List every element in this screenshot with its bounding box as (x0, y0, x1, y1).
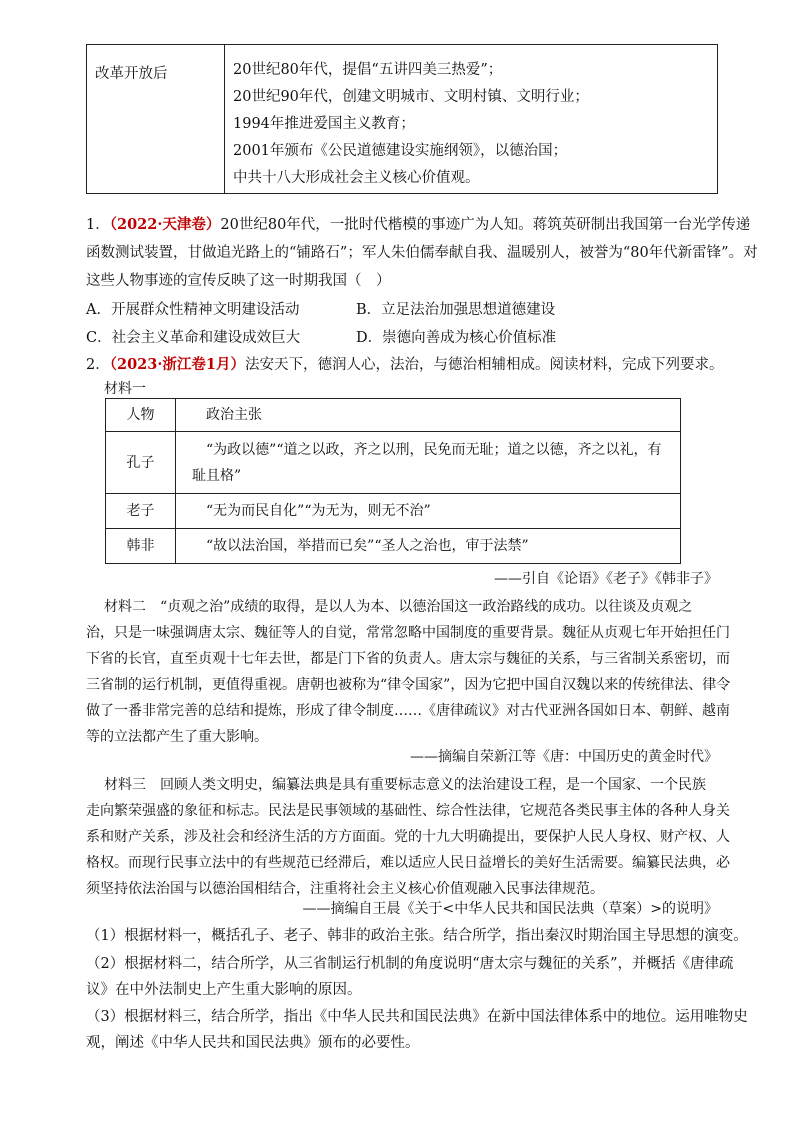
view-line: “为政以德”“道之以政，齐之以刑，民免而无耻；道之以德，齐之以礼，有 (206, 442, 662, 458)
measure-item: 20世纪90年代，创建文明城市、文明村镇、文明行业； (233, 89, 589, 105)
material-3-line: 系和财产关系，涉及社会和经济生活的方方面面。党的十九大明确提出，要保护人民人身权、财产权、人 (86, 829, 730, 845)
view-line: 耻且格” (192, 468, 242, 484)
person-view: “无为而民自化”“为无为，则无不治” (206, 503, 431, 519)
material-3-source: ——摘编自王晨《关于<中华人民共和国民法典（草案）>的说明》 (302, 901, 718, 917)
material-1-table (105, 398, 681, 564)
person-name: 孔子 (106, 432, 176, 493)
material-3-line: 格权。而现行民事立法中的有些规范已经滞后，难以适应人民日益增长的美好生活需要。编纂民法典，必 (86, 855, 730, 871)
measures-cell (225, 45, 717, 193)
measure-item: 20世纪80年代，提倡“五讲四美三热爱”； (233, 62, 503, 78)
person-view: “故以法治国，举措而已矣”“圣人之治也，审于法禁” (206, 538, 529, 554)
question-1-line-3: 这些人物事迹的宣传反映了这一时期我国（ ） (86, 273, 391, 289)
question-1-line-1 (86, 212, 750, 238)
material-2-line: 治，只是一味强调唐太宗、魏征等人的自觉，常常忽略中国制度的重要背景。魏征从贞观七年开始担任门 (86, 625, 730, 641)
question-source-tag: （2022·天津卷） (109, 216, 221, 233)
measure-item: 1994年推进爱国主义教育； (233, 116, 415, 132)
person-view (176, 432, 680, 493)
material-2-line: 三省制的运行机制，更值得重视。唐朝也被称为“律令国家”，因为它把中国自汉魏以来的传统律法、律令 (86, 677, 731, 693)
option-d: D．崇德向善成为核心价值标准 (356, 330, 557, 346)
material-2-line: 下省的长官，直至贞观十七年去世，都是门下省的负责人。唐太宗与魏征的关系，与三省制关系密切，而 (86, 651, 730, 667)
question-number: 1． (86, 217, 110, 233)
header-person: 人物 (106, 399, 176, 431)
question-1-line-2: 函数测试装置，甘做追光路上的“铺路石”；军人朱伯儒奉献自我、温暖别人，被誉为“80年代新雷锋”。对 (86, 245, 758, 261)
question-text: 20世纪80年代，一批时代楷模的事迹广为人知。蒋筑英研制出我国第一台光学传递 (220, 217, 751, 233)
period-cell: 改革开放后 (87, 45, 225, 193)
person-name: 韩非 (106, 529, 176, 563)
option-b: B．立足法治加强思想道德建设 (356, 302, 556, 318)
material-1-source: ——引自《论语》《老子》《韩非子》 (494, 571, 718, 587)
question-text: 法安天下，德润人心，法治，与德治相辅相成。阅读材料，完成下列要求。 (244, 357, 724, 373)
question-source-tag: （2023·浙江卷1月） (109, 356, 245, 373)
material-2-line: 材料二 “贞观之治”成绩的取得，是以人为本、以德治国这一政治路线的成功。以往谈及贞观之 (104, 599, 693, 615)
material-3-line: 材料三 回顾人类文明史，编纂法典是具有重要标志意义的法治建设工程，是一个国家、一个民族 (104, 777, 706, 793)
material-3-line: 走向繁荣强盛的象征和标志。民法是民事领域的基础性、综合性法律，它规范各类民事主体的各种人身关 (86, 803, 730, 819)
table-row (106, 494, 680, 529)
table-row (106, 432, 680, 494)
option-c: C．社会主义革命和建设成效巨大 (86, 330, 301, 346)
material-2-line: 等的立法都产生了重大影响。 (86, 729, 268, 745)
material-2-line: 做了一番非常完善的总结和提炼，形成了律令制度……《唐律疏议》对古代亚洲各国如日本、朝鲜、越南 (86, 703, 730, 719)
sub-question-2-cont: 议》在中外法制史上产生重大影响的原因。 (86, 982, 362, 998)
measure-item: 中共十八大形成社会主义核心价值观。 (233, 170, 480, 186)
material-1-label: 材料一 (104, 381, 146, 397)
question-2-intro (86, 352, 723, 378)
sub-question-3-cont: 观，阐述《中华人民共和国民法典》颁布的必要性。 (86, 1035, 420, 1051)
material-2-source: ——摘编自荣新江等《唐：中国历史的黄金时代》 (410, 749, 718, 765)
header-view: 政治主张 (206, 407, 262, 423)
sub-question-1: （1）根据材料一，概括孔子、老子、韩非的政治主张。结合所学，指出秦汉时期治国主导思想的演变。 (86, 928, 748, 944)
question-number: 2． (86, 357, 110, 373)
option-a: A．开展群众性精神文明建设活动 (86, 302, 300, 318)
sub-question-2: （2）根据材料二，结合所学，从三省制运行机制的角度说明“唐太宗与魏征的关系”，并概括《唐律疏 (86, 956, 734, 972)
measure-item: 2001年颁布《公民道德建设实施纲领》，以德治国； (233, 143, 568, 159)
moral-education-table (86, 44, 718, 194)
table-header-row (106, 399, 680, 432)
material-3-line: 须坚持依法治国与以德治国相结合，注重将社会主义核心价值观融入民事法律规范。 (86, 881, 604, 897)
person-name: 老子 (106, 494, 176, 528)
sub-question-3: （3）根据材料三，结合所学，指出《中华人民共和国民法典》在新中国法律体系中的地位。运用唯物史 (86, 1009, 748, 1025)
table-row (106, 529, 680, 563)
